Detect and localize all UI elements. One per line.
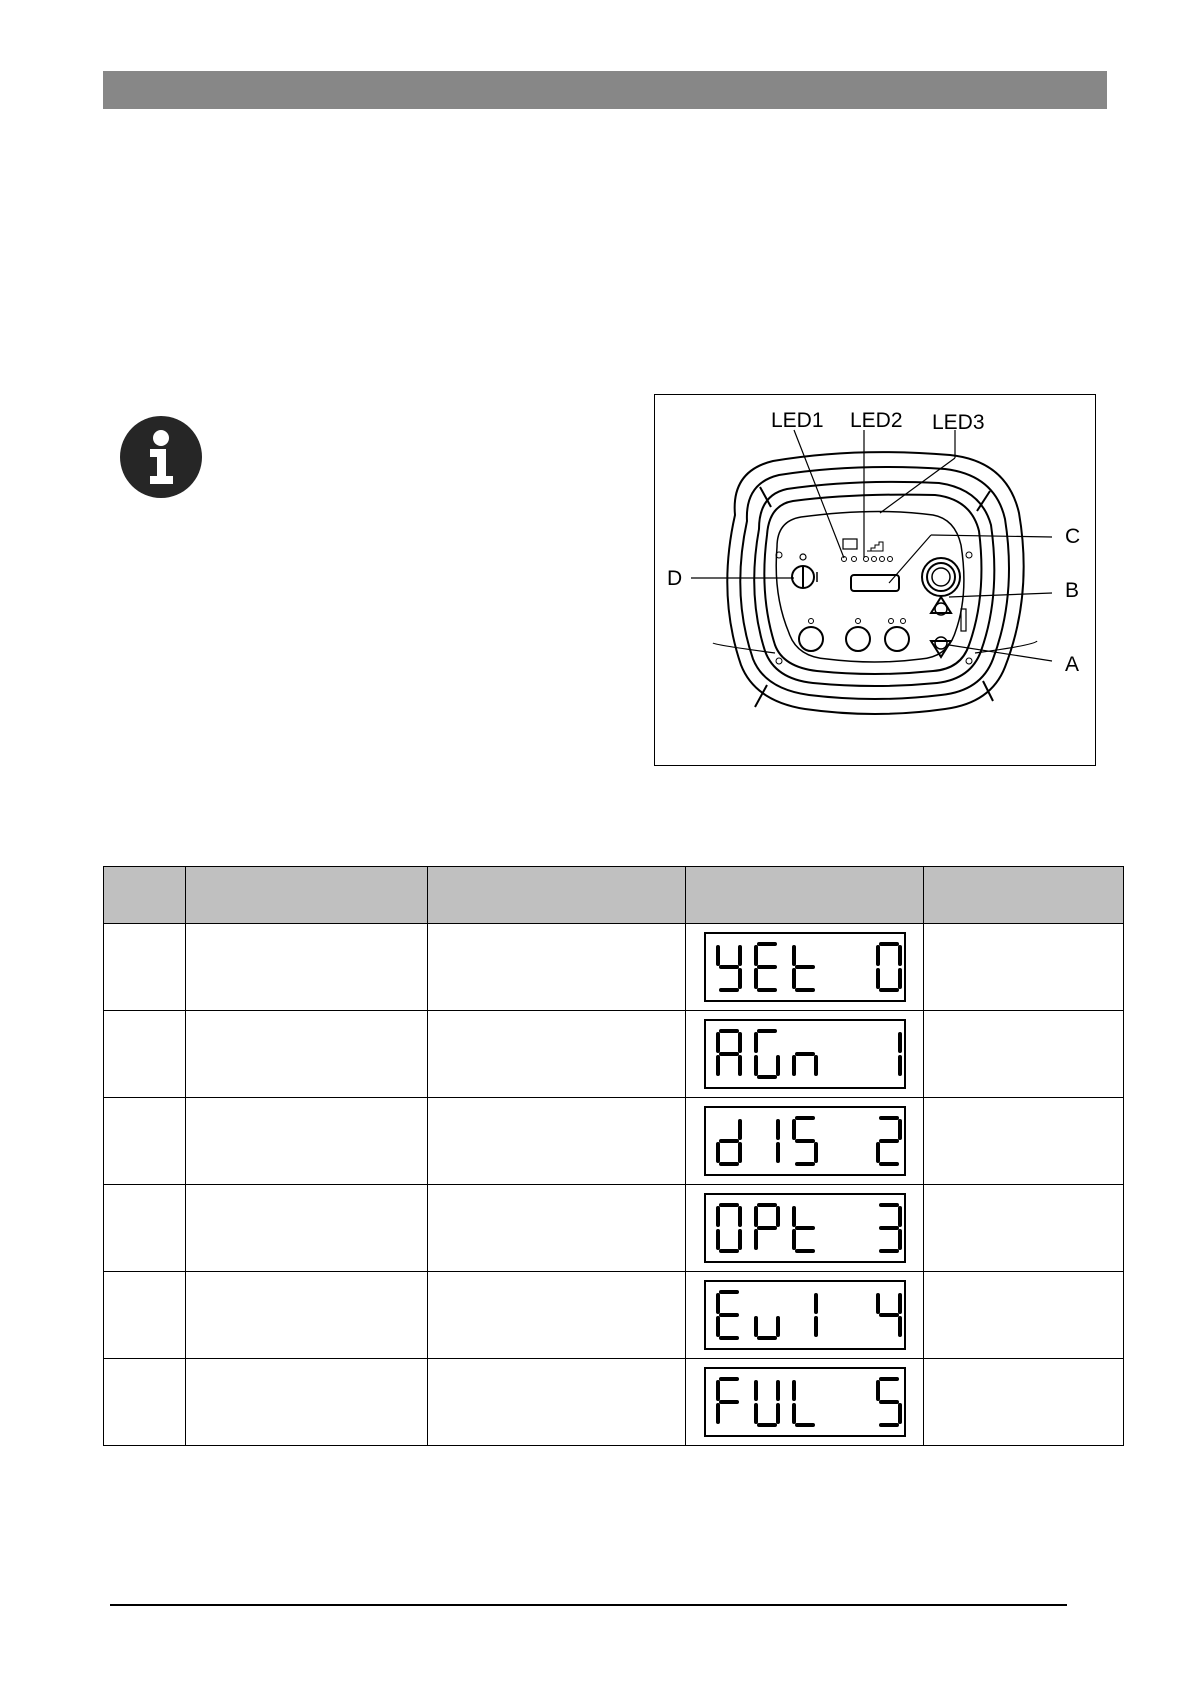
table-cell	[186, 1098, 428, 1185]
lcd-display	[704, 1280, 906, 1350]
table-header-cell	[686, 867, 924, 924]
lcd-digits	[706, 1195, 904, 1261]
table-header-cell	[428, 867, 686, 924]
led1-label: LED1	[771, 409, 824, 432]
table-cell	[428, 1098, 686, 1185]
lcd-digits	[706, 1021, 904, 1087]
header-bar	[103, 71, 1107, 109]
lcd-display-cell	[686, 924, 924, 1011]
table-cell	[186, 1272, 428, 1359]
table-row	[104, 1272, 1124, 1359]
table-cell	[186, 1011, 428, 1098]
footer-rule	[110, 1604, 1067, 1606]
table-cell	[924, 1098, 1124, 1185]
lcd-digits	[706, 934, 904, 1000]
callout-a: A	[1065, 653, 1080, 676]
table-row	[104, 924, 1124, 1011]
table-cell	[104, 1272, 186, 1359]
lcd-display	[704, 1367, 906, 1437]
lcd-display-cell	[686, 1359, 924, 1446]
lcd-digits	[706, 1282, 904, 1348]
table-cell	[924, 1272, 1124, 1359]
table-row	[104, 1011, 1124, 1098]
lcd-display	[704, 1019, 906, 1089]
table-cell	[428, 924, 686, 1011]
led2-label: LED2	[850, 409, 903, 432]
table-header-cell	[924, 867, 1124, 924]
lcd-digits	[706, 1108, 904, 1174]
callout-b: B	[1065, 579, 1080, 602]
table-cell	[924, 1011, 1124, 1098]
table-cell	[428, 1011, 686, 1098]
table-cell	[104, 1185, 186, 1272]
table-header-cell	[104, 867, 186, 924]
table-header-cell	[186, 867, 428, 924]
table-row	[104, 1185, 1124, 1272]
callout-c: C	[1065, 525, 1081, 548]
control-panel-figure	[654, 394, 1096, 766]
control-panel-diagram	[655, 395, 1097, 767]
lcd-display-cell	[686, 1011, 924, 1098]
table-cell	[186, 924, 428, 1011]
info-icon	[120, 416, 202, 498]
callout-d: D	[667, 567, 683, 590]
lcd-display-cell	[686, 1272, 924, 1359]
table-cell	[924, 924, 1124, 1011]
menu-table	[103, 866, 1124, 1446]
table-cell	[186, 1359, 428, 1446]
lcd-display-cell	[686, 1098, 924, 1185]
table-header-row	[104, 867, 1124, 924]
table-cell	[924, 1185, 1124, 1272]
table-cell	[428, 1185, 686, 1272]
table-cell	[104, 924, 186, 1011]
table-row	[104, 1359, 1124, 1446]
lcd-display	[704, 1106, 906, 1176]
lcd-display	[704, 1193, 906, 1263]
table-cell	[104, 1098, 186, 1185]
table-cell	[104, 1359, 186, 1446]
lcd-digits	[706, 1369, 904, 1435]
lcd-display	[704, 932, 906, 1002]
led3-label: LED3	[932, 411, 985, 434]
table-cell	[186, 1185, 428, 1272]
lcd-display-cell	[686, 1185, 924, 1272]
table-cell	[104, 1011, 186, 1098]
table-row	[104, 1098, 1124, 1185]
table-cell	[428, 1272, 686, 1359]
table-cell	[924, 1359, 1124, 1446]
table-cell	[428, 1359, 686, 1446]
